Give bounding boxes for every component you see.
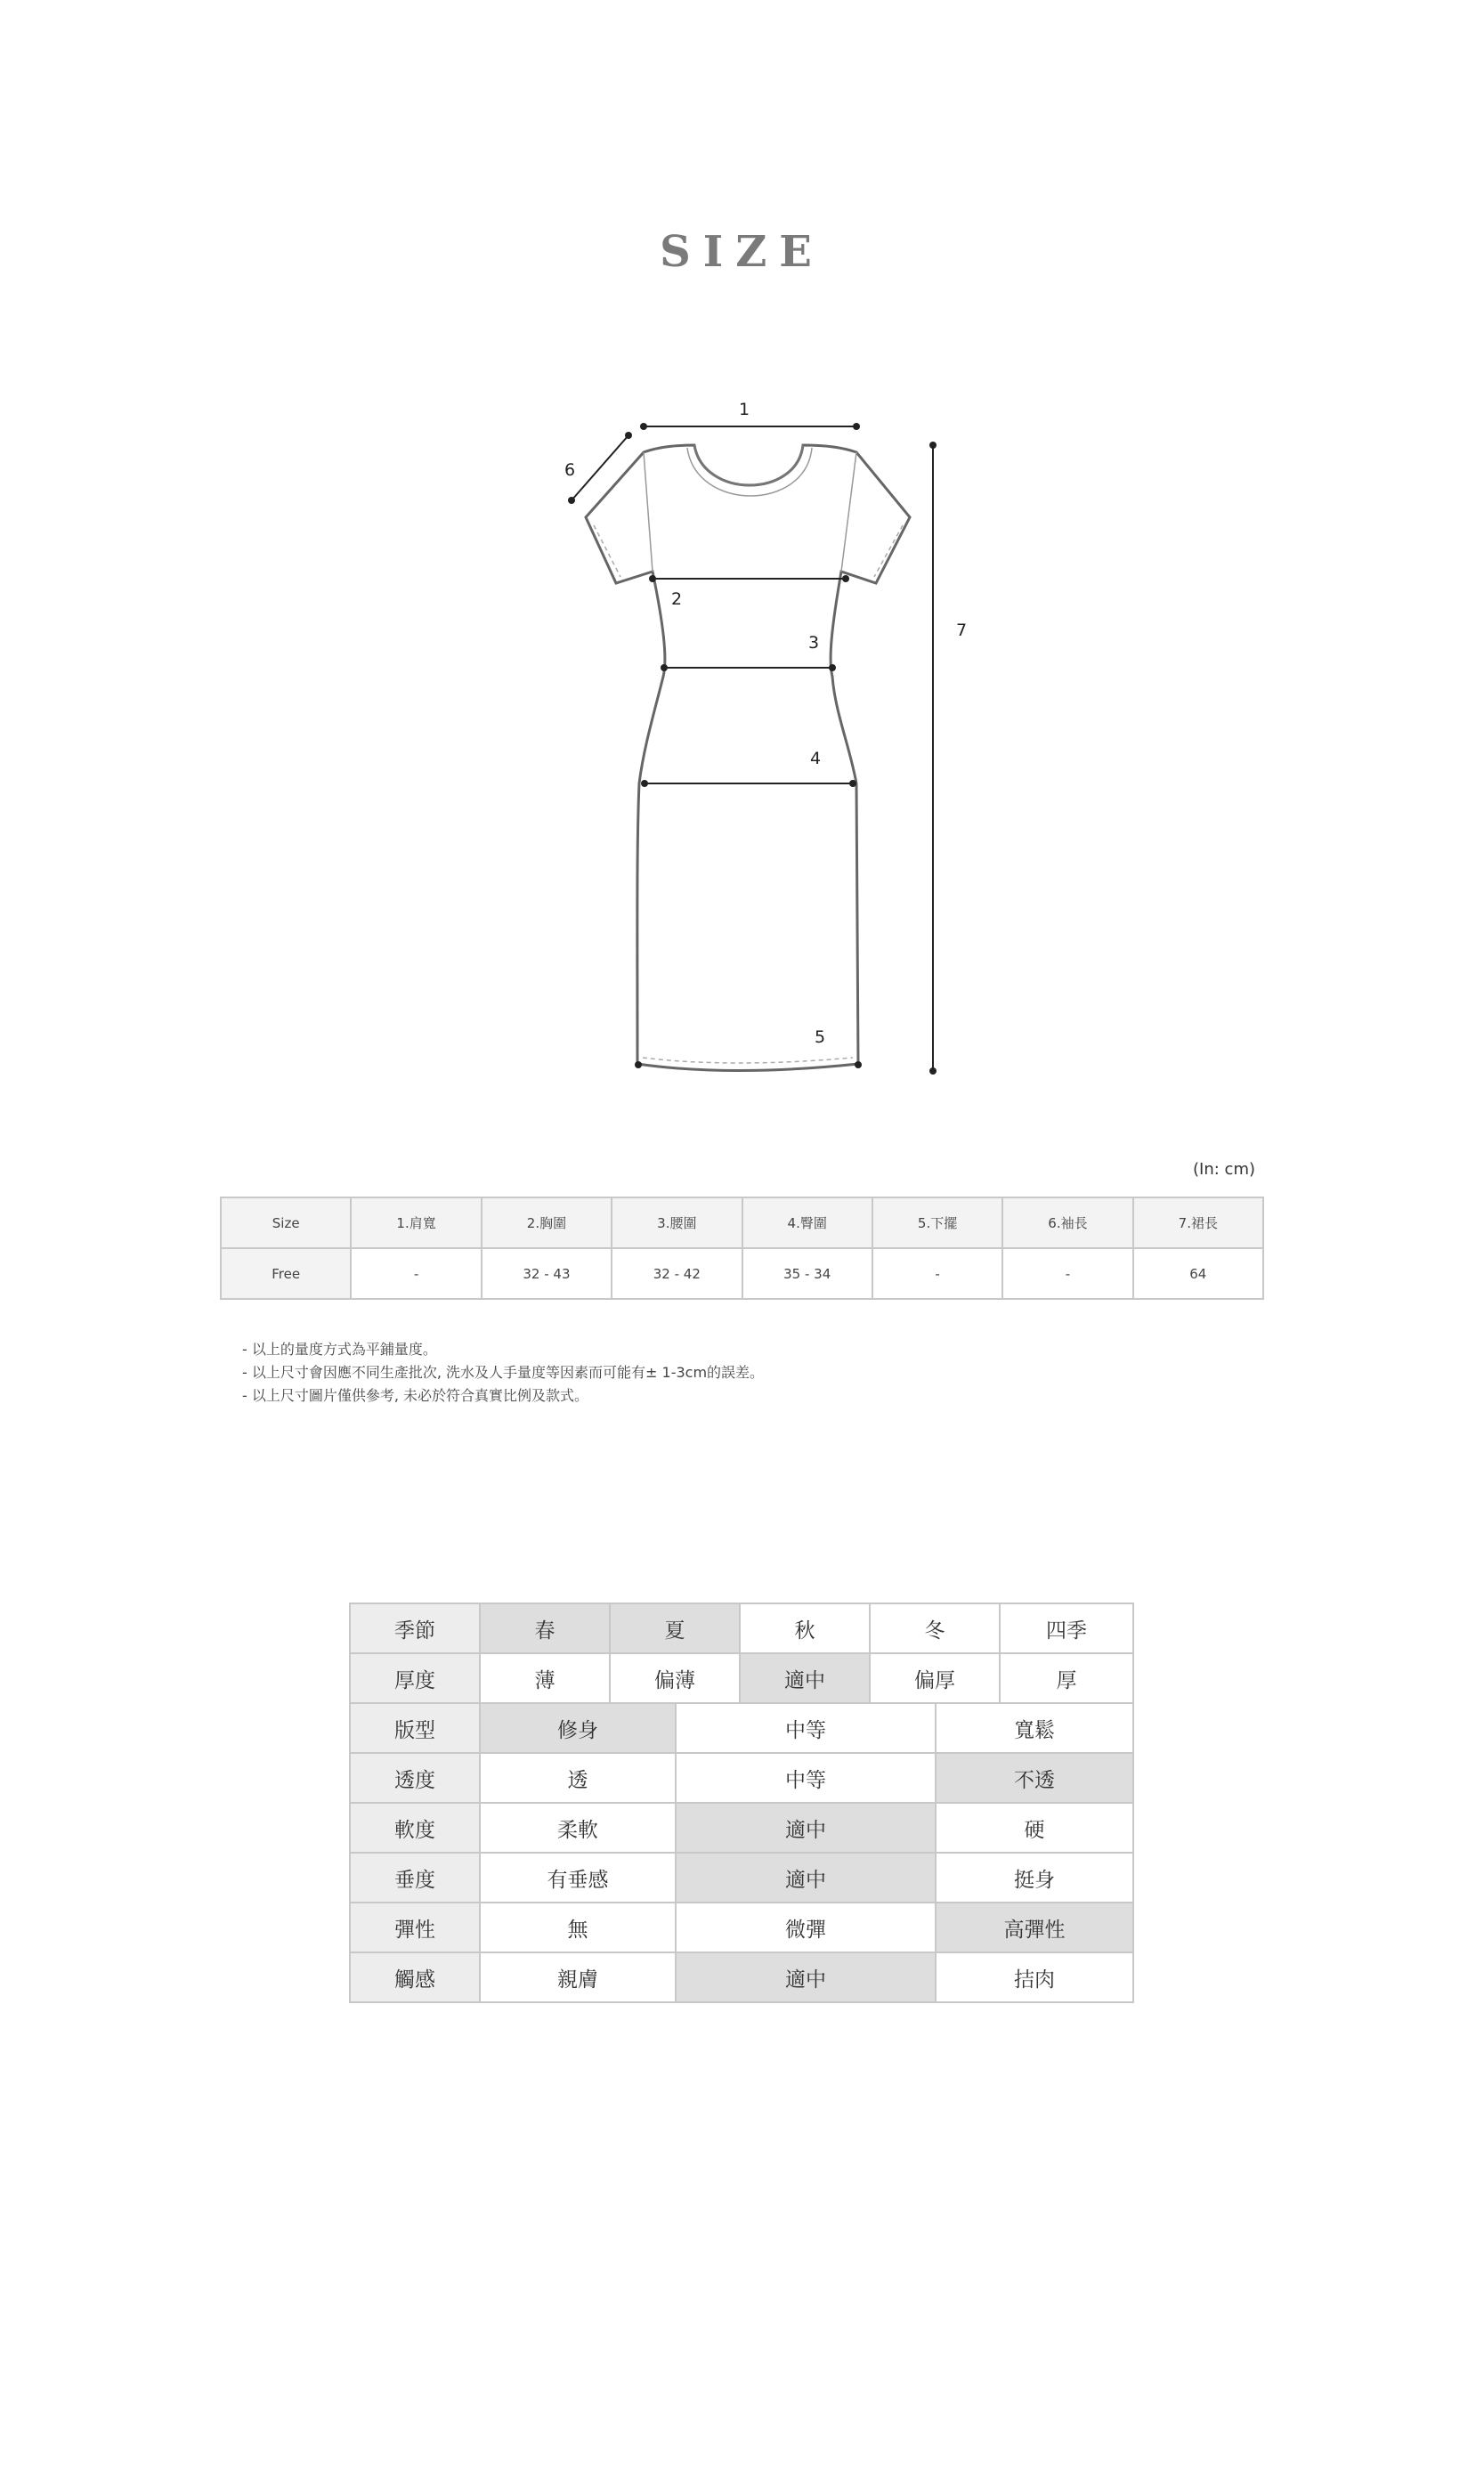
note-line: - 以上尺寸圖片僅供參考, 未必於符合真實比例及款式。 xyxy=(242,1387,589,1404)
size-cell: Free xyxy=(221,1248,351,1299)
size-cell: 35 - 34 xyxy=(742,1248,872,1299)
attr-option: 硬 xyxy=(936,1803,1133,1853)
attr-option: 偏薄 xyxy=(610,1653,740,1703)
attr-option: 薄 xyxy=(480,1653,610,1703)
measure-label-5: 5 xyxy=(814,1027,826,1047)
attr-option: 春 xyxy=(480,1603,610,1653)
measurement-notes xyxy=(242,1338,764,1408)
measure-label-4: 4 xyxy=(809,749,822,768)
size-cell: 32 - 43 xyxy=(482,1248,612,1299)
attr-option: 透 xyxy=(480,1753,676,1803)
unit-note: (In: cm) xyxy=(1193,1160,1255,1179)
attr-option: 適中 xyxy=(676,1952,936,2002)
attr-label: 厚度 xyxy=(350,1653,480,1703)
measure-line-6 xyxy=(572,435,628,500)
size-header-cell: 1.肩寬 xyxy=(351,1197,481,1248)
dress-measurement-diagram xyxy=(534,383,968,1095)
size-cell: - xyxy=(872,1248,1002,1299)
size-cell: 32 - 42 xyxy=(612,1248,742,1299)
page-title: SIZE xyxy=(660,227,824,277)
size-cell: - xyxy=(351,1248,481,1299)
attr-option: 不透 xyxy=(936,1753,1133,1803)
measure-label-7: 7 xyxy=(955,621,968,640)
attr-option: 夏 xyxy=(610,1603,740,1653)
attr-option: 挺身 xyxy=(936,1853,1133,1903)
dress-outline xyxy=(586,445,910,1071)
size-table xyxy=(220,1197,1264,1300)
size-header-cell: 2.胸圍 xyxy=(482,1197,612,1248)
attr-label: 透度 xyxy=(350,1753,480,1803)
attr-option: 適中 xyxy=(676,1853,936,1903)
attr-option: 有垂感 xyxy=(480,1853,676,1903)
size-table-header-row xyxy=(221,1197,1263,1248)
size-header-cell: 5.下擺 xyxy=(872,1197,1002,1248)
attr-label: 垂度 xyxy=(350,1853,480,1903)
attr-option: 冬 xyxy=(870,1603,1000,1653)
attr-option: 秋 xyxy=(740,1603,870,1653)
attr-row xyxy=(350,1803,1133,1853)
attr-label: 版型 xyxy=(350,1703,480,1753)
table-row xyxy=(221,1248,1263,1299)
note-line: - 以上的量度方式為平鋪量度。 xyxy=(242,1341,437,1358)
fabric-attributes-table xyxy=(349,1603,1134,2003)
size-header-cell: 7.裙長 xyxy=(1133,1197,1263,1248)
attr-option: 中等 xyxy=(676,1753,936,1803)
attr-option: 寬鬆 xyxy=(936,1703,1133,1753)
measure-label-2: 2 xyxy=(670,589,683,609)
attr-option: 偏厚 xyxy=(870,1653,1000,1703)
attr-row-season xyxy=(350,1603,1133,1653)
attr-option: 柔軟 xyxy=(480,1803,676,1853)
size-cell: - xyxy=(1002,1248,1132,1299)
attr-row xyxy=(350,1703,1133,1753)
attr-label: 軟度 xyxy=(350,1803,480,1853)
attr-option: 親膚 xyxy=(480,1952,676,2002)
attr-option: 無 xyxy=(480,1903,676,1952)
note-line: - 以上尺寸會因應不同生產批次, 洗水及人手量度等因素而可能有± 1-3cm的誤差。 xyxy=(242,1364,765,1381)
dress-neckline xyxy=(694,445,803,485)
attr-row xyxy=(350,1853,1133,1903)
attr-option: 高彈性 xyxy=(936,1903,1133,1952)
size-cell: 64 xyxy=(1133,1248,1263,1299)
size-header-cell: Size xyxy=(221,1197,351,1248)
attr-row-thickness xyxy=(350,1653,1133,1703)
measure-label-6: 6 xyxy=(564,460,576,480)
attr-option: 修身 xyxy=(480,1703,676,1753)
attr-label: 季節 xyxy=(350,1603,480,1653)
size-header-cell: 4.臀圍 xyxy=(742,1197,872,1248)
size-header-cell: 3.腰圍 xyxy=(612,1197,742,1248)
attr-option: 中等 xyxy=(676,1703,936,1753)
measure-label-1: 1 xyxy=(738,400,750,419)
attr-label: 觸感 xyxy=(350,1952,480,2002)
attr-option: 微彈 xyxy=(676,1903,936,1952)
attr-option: 適中 xyxy=(676,1803,936,1853)
attr-row xyxy=(350,1753,1133,1803)
attr-label: 彈性 xyxy=(350,1903,480,1952)
attr-row xyxy=(350,1903,1133,1952)
attr-option: 適中 xyxy=(740,1653,870,1703)
attr-option: 厚 xyxy=(1000,1653,1133,1703)
attr-option: 四季 xyxy=(1000,1603,1133,1653)
attr-row xyxy=(350,1952,1133,2002)
measure-label-3: 3 xyxy=(807,633,820,653)
size-header-cell: 6.袖長 xyxy=(1002,1197,1132,1248)
attr-option: 拮肉 xyxy=(936,1952,1133,2002)
